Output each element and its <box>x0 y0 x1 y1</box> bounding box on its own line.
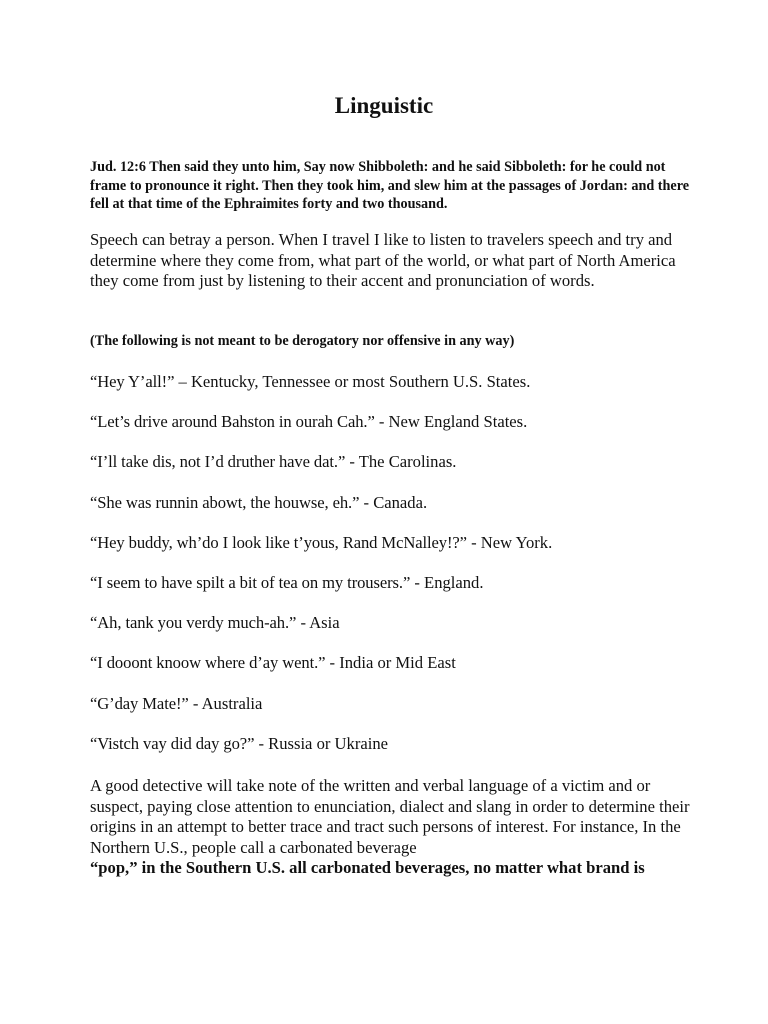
closing-paragraph <box>90 776 690 879</box>
quote-region: - New England States. <box>374 412 528 432</box>
quote-region: - New York. <box>466 532 553 552</box>
quote-item <box>90 652 730 674</box>
quote-item <box>90 492 730 514</box>
quote-text: “Hey Y’all!” <box>90 372 175 391</box>
quote-region: - England. <box>410 573 484 592</box>
quote-text: “Ah, tank you verdy much-ah.” <box>90 613 297 633</box>
quote-region: - Canada. <box>359 492 428 512</box>
intro-paragraph: Speech can betray a person. When I travel I like to listen to travelers speech and try and determine where they come from, what part of the world, or what part of North America they come from just by listening to their accent and pronunciation of words. <box>90 230 676 291</box>
quote-item <box>90 411 730 433</box>
quote-region: - India or Mid East <box>325 653 456 673</box>
closing-text: A good detective will take note of the written and verbal language of a victim and or suspect, paying close attention to enunciation, dialect and slang in order to determine their origins in an attempt to better trace and tract such persons of interest. For instance, In the Northern U.S., people call a carbonated beverage <box>90 776 690 857</box>
quote-text: “Vistch vay did day go?” <box>90 733 255 753</box>
quote-region: - Australia <box>188 693 263 713</box>
quote-region: - The Carolinas. <box>345 452 457 472</box>
quote-text: “I’ll take dis, not I’d druther have dat.” <box>90 452 346 472</box>
disclaimer-note: (The following is not meant to be derogatory nor offensive in any way) <box>90 333 515 349</box>
quote-text: “I dooont knoow where d’ay went.” <box>90 653 326 673</box>
quote-item <box>90 451 730 473</box>
quote-item <box>90 532 730 554</box>
quote-region: - Asia <box>296 613 340 633</box>
quote-item <box>90 572 730 594</box>
quote-item <box>90 693 730 715</box>
closing-bold-text: “pop,” in the Southern U.S. all carbonated beverages, no matter what brand is <box>90 858 645 878</box>
quote-text: “Hey buddy, wh’do I look like t’yous, Rand McNalley!?” <box>90 532 467 552</box>
quote-item <box>90 371 730 393</box>
epigraph-bible-verse: Jud. 12:6 Then said they unto him, Say now Shibboleth: and he said Sibboleth: for he could not frame to pronounce it right. Then they took him, and slew him at the passages of Jordan: and there fell at that time of the Ephraimites forty and two thousand. <box>90 159 690 212</box>
page-title: Linguistic <box>334 93 434 118</box>
quote-item <box>90 733 730 755</box>
quote-text: “I seem to have spilt a bit of tea on my trousers.” <box>90 573 411 592</box>
quote-text: “She was runnin abowt, the houwse, eh.” <box>90 492 360 512</box>
quote-text: “Let’s drive around Bahston in ourah Cah.” <box>90 412 375 432</box>
quote-region: - Russia or Ukraine <box>254 733 388 753</box>
quote-text: “G’day Mate!” <box>90 693 189 713</box>
quote-item <box>90 612 730 634</box>
quote-region: – Kentucky, Tennessee or most Southern U.S. States. <box>174 372 531 391</box>
